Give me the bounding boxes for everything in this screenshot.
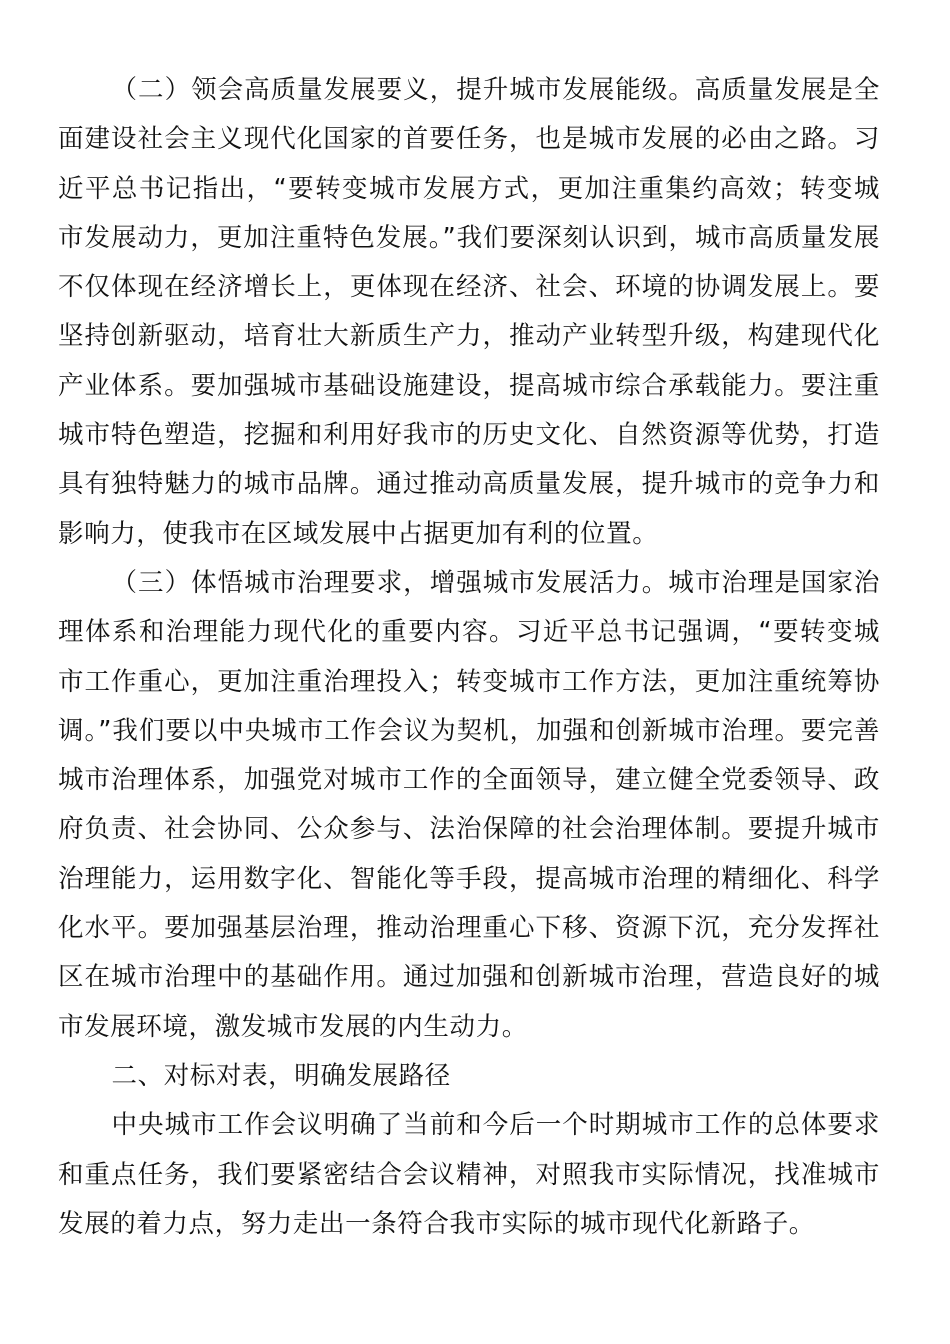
section-heading: 二、对标对表，明确发展路径 [111,1060,451,1091]
document-body [58,66,880,1249]
paragraph-quality-development: （二）领会高质量发展要义，提升城市发展能级。高质量发展是全面建设社会主义现代化国家的首要任务，也是城市发展的必由之路。习近平总书记指出，“要转变城市发展方式，更加注重集约高效；转变城市发展动力，更加注重特色发展。”我们要深刻认识到，城市高质量发展不仅体现在经济增长上，更体现在经济、社会、环境的协调发展上。要坚持创新驱动，培育壮大新质生产力，推动产业转型升级，构建现代化产业体系。要加强城市基础设施建设，提高城市综合承载能力。要注重城市特色塑造，挖掘和利用好我市的历史文化、自然资源等优势，打造具有独特魅力的城市品牌。通过推动高质量发展，提升城市的竞争力和影响力，使我市在区域发展中占据更加有利的位置。 [58,75,880,549]
paragraph-development-path: 中央城市工作会议明确了当前和今后一个时期城市工作的总体要求和重点任务，我们要紧密结合会议精神，对照我市实际情况，找准城市发展的着力点，努力走出一条符合我市实际的城市现代化新路子。 [58,1110,880,1239]
paragraph-urban-governance: （三）体悟城市治理要求，增强城市发展活力。城市治理是国家治理体系和治理能力现代化的重要内容。习近平总书记强调，“要转变城市工作重心，更加注重治理投入；转变城市工作方法，更加注重统筹协调。”我们要以中央城市工作会议为契机，加强和创新城市治理。要完善城市治理体系，加强党对城市工作的全面领导，建立健全党委领导、政府负责、社会协同、公众参与、法治保障的社会治理体制。要提升城市治理能力，运用数字化、智能化等手段，提高城市治理的精细化、科学化水平。要加强基层治理，推动治理重心下移、资源下沉，充分发挥社区在城市治理中的基础作用。通过加强和创新城市治理，营造良好的城市发展环境，激发城市发展的内生动力。 [58,567,880,1042]
